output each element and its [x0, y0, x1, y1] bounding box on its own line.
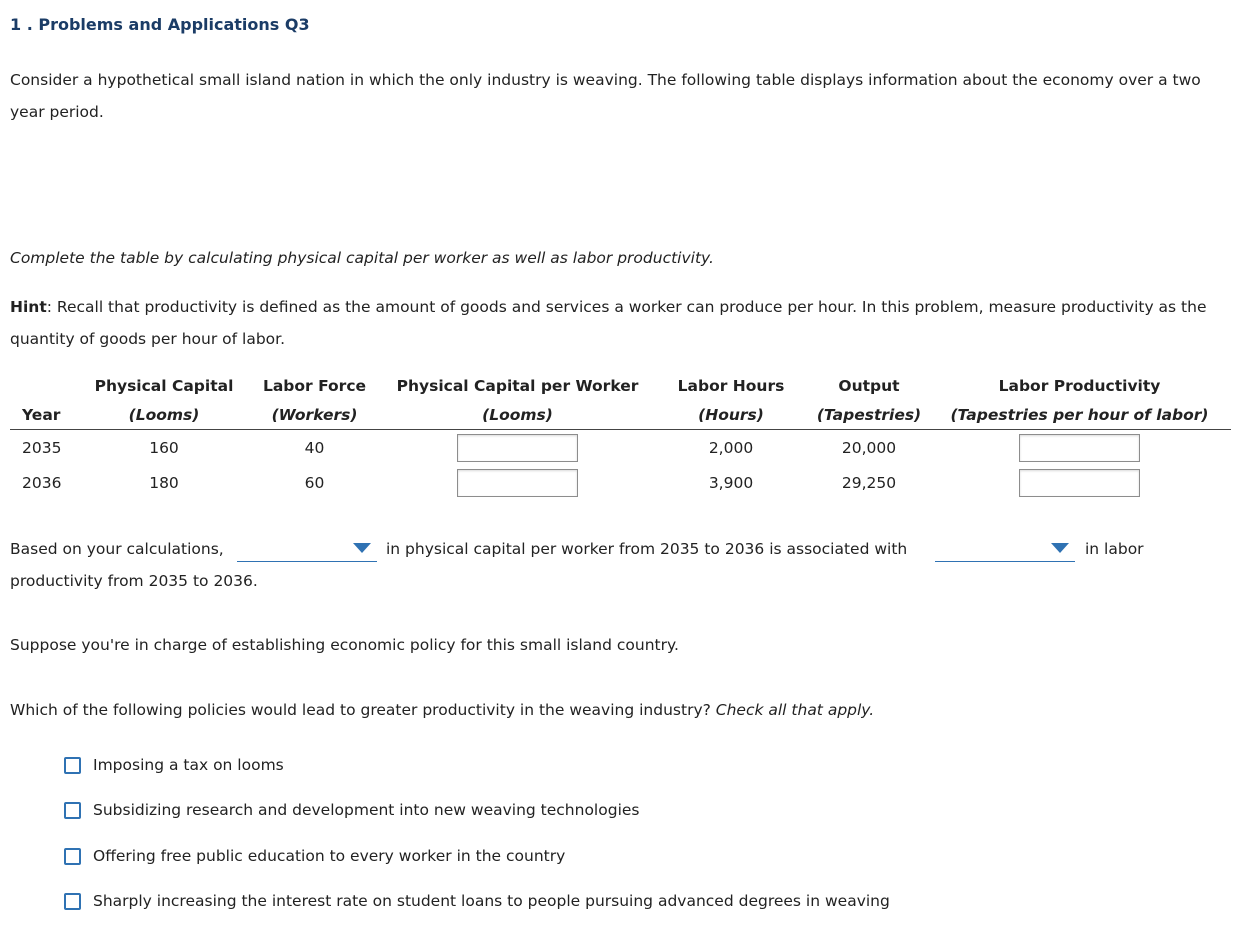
- change-direction-dropdown-1[interactable]: [237, 535, 377, 562]
- option-label: Sharply increasing the interest rate on student loans to people pursuing advanced degrees in weaving: [93, 892, 890, 910]
- header-labor-force-unit: (Workers): [246, 401, 383, 430]
- cell-output: 20,000: [841, 438, 897, 457]
- change-direction-dropdown-2[interactable]: [935, 535, 1075, 562]
- option-label: Offering free public education to every worker in the country: [93, 847, 566, 865]
- capital-per-worker-input-2035[interactable]: [457, 434, 578, 462]
- checkbox-icon[interactable]: [64, 893, 81, 910]
- question-text: [10, 698, 874, 722]
- sentence-part3: in labor: [1085, 540, 1144, 558]
- header-labor-hours-top: Labor Hours: [677, 377, 785, 395]
- header-productivity-unit: (Tapestries per hour of labor): [928, 401, 1231, 430]
- intro-paragraph: Consider a hypothetical small island nation in which the only industry is weaving. The following table displays information about the economy over a two year period.: [10, 71, 1201, 121]
- cell-year: 2035: [22, 438, 62, 457]
- hint-label: Hint: [10, 298, 47, 316]
- cell-labor-hours: 3,900: [708, 473, 754, 492]
- question-body: Which of the following policies would lead to greater productivity in the weaving industry?: [10, 701, 716, 719]
- labor-productivity-input-2035[interactable]: [1019, 434, 1140, 462]
- checkbox-icon[interactable]: [64, 802, 81, 819]
- instruction-text: Complete the table by calculating physical capital per worker as well as labor productivity.: [10, 249, 714, 267]
- cell-productivity: [928, 430, 1231, 466]
- cell-capital-per-worker: [383, 465, 652, 500]
- header-output-top: Output: [838, 377, 900, 395]
- table-row: [10, 430, 1231, 466]
- sentence-part2: in physical capital per worker from 2035 to 2036 is associated with: [386, 540, 908, 558]
- header-productivity-top: Labor Productivity: [998, 377, 1161, 395]
- cell-capital-per-worker: [383, 430, 652, 466]
- triangle-down-icon: [353, 543, 371, 553]
- table-header-row: [10, 371, 1231, 401]
- header-capital-per-worker-unit: (Looms): [383, 401, 652, 430]
- checkbox-icon[interactable]: [64, 757, 81, 774]
- header-year-top: [10, 371, 82, 401]
- sentence-part1: Based on your calculations,: [10, 540, 224, 558]
- table-subheader-row: [10, 401, 1231, 430]
- question-emphasis: Check all that apply.: [715, 701, 875, 719]
- option-raise-loan-rate[interactable]: [64, 890, 890, 912]
- option-label: Subsidizing research and development into new weaving technologies: [93, 801, 640, 819]
- checkbox-icon[interactable]: [64, 848, 81, 865]
- table-row: [10, 465, 1231, 500]
- option-tax-on-looms[interactable]: [64, 754, 284, 776]
- hint-text: : Recall that productivity is defined as the amount of goods and services a worker can produce per hour. In this problem, measure productivity as the quantity of goods per hour of labor.: [10, 298, 1207, 348]
- header-labor-force-top: Labor Force: [262, 377, 367, 395]
- header-capital-top: Physical Capital: [94, 377, 234, 395]
- cell-labor-force: 60: [304, 473, 325, 492]
- header-labor-hours-unit: (Hours): [652, 401, 810, 430]
- cell-output: 29,250: [841, 473, 897, 492]
- capital-per-worker-input-2036[interactable]: [457, 469, 578, 497]
- labor-productivity-input-2036[interactable]: [1019, 469, 1140, 497]
- triangle-down-icon: [1051, 543, 1069, 553]
- sentence-part4: productivity from 2035 to 2036.: [10, 572, 258, 590]
- option-free-education[interactable]: [64, 845, 565, 867]
- cell-productivity: [928, 465, 1231, 500]
- option-subsidize-rnd[interactable]: [64, 799, 639, 821]
- cell-capital: 180: [149, 473, 179, 492]
- policy-intro-text: Suppose you're in charge of establishing economic policy for this small island country.: [10, 636, 679, 654]
- page-title: 1 . Problems and Applications Q3: [10, 15, 310, 34]
- header-year: Year: [10, 401, 82, 430]
- cell-year: 2036: [22, 473, 62, 492]
- header-output-unit: (Tapestries): [810, 401, 928, 430]
- header-capital-unit: (Looms): [82, 401, 246, 430]
- header-capital-per-worker-top: Physical Capital per Worker: [396, 377, 639, 395]
- cell-capital: 160: [149, 438, 179, 457]
- economy-table: [10, 371, 1231, 500]
- cell-labor-force: 40: [304, 438, 325, 457]
- cell-labor-hours: 2,000: [708, 438, 754, 457]
- option-label: Imposing a tax on looms: [93, 756, 284, 774]
- hint-paragraph: [10, 291, 1226, 355]
